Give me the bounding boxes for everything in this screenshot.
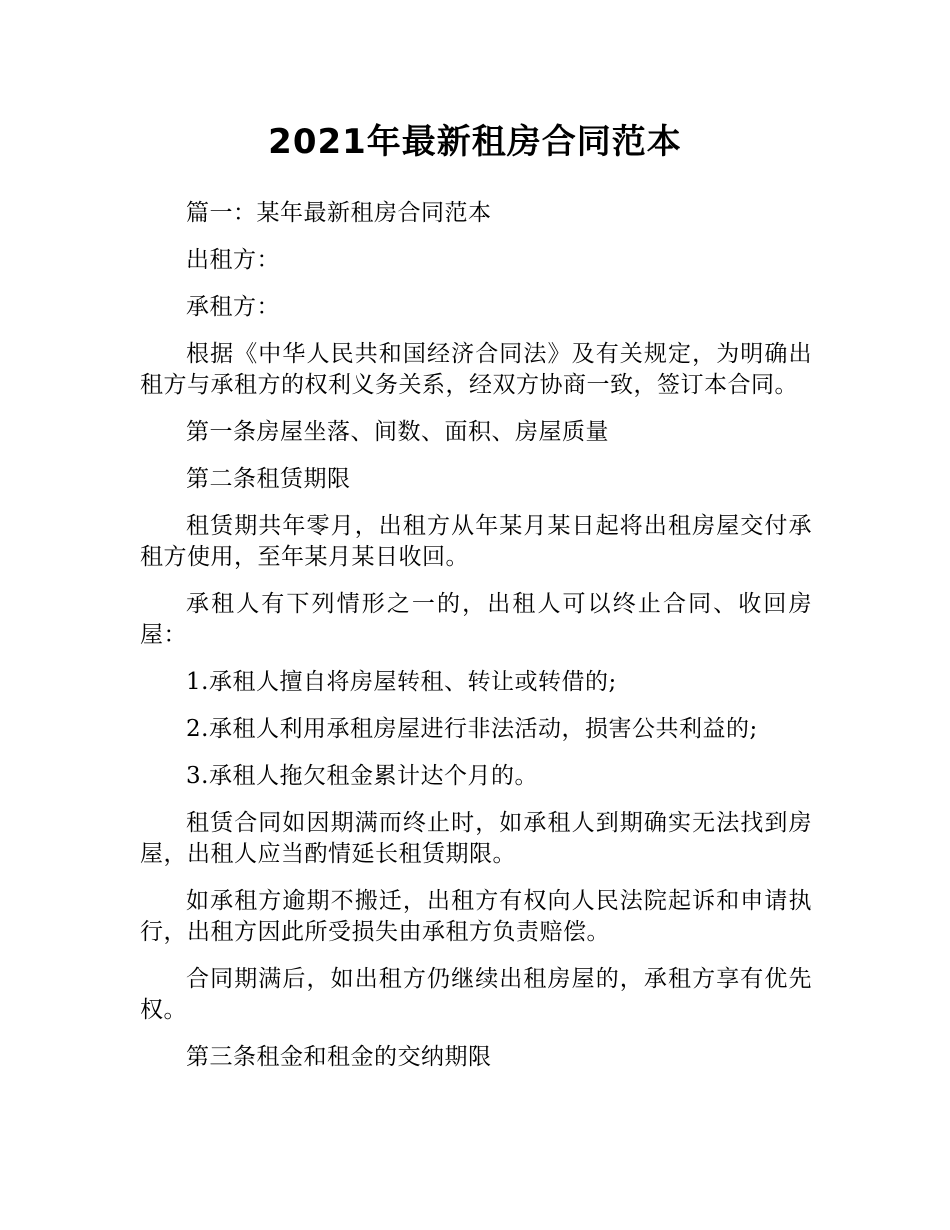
paragraph-article-1: 第一条房屋坐落、间数、面积、房屋质量 <box>186 419 609 445</box>
document-body <box>140 198 812 1089</box>
paragraph-lessor: 出租方： <box>186 247 280 273</box>
paragraph-preamble: 根据《中华人民共和国经济合同法》及有关规定，为明确出租方与承租方的权利义务关系，经双方协商一致，签订本合同。 <box>140 341 812 398</box>
paragraph-overdue-move: 如承租方逾期不搬迁，出租方有权向人民法院起诉和申请执行，出租方因此所受损失由承租方负责赔偿。 <box>140 888 812 945</box>
paragraph-termination-conditions: 承租人有下列情形之一的，出租人可以终止合同、收回房屋： <box>140 591 812 648</box>
document-title: 2021年最新租房合同范本 <box>268 122 682 162</box>
paragraph-expiry-extension: 租赁合同如因期满而终止时，如承租人到期确实无法找到房屋，出租人应当酌情延长租赁期限。 <box>140 810 812 867</box>
list-item-2: 2.承租人利用承租房屋进行非法活动，损害公共利益的; <box>186 716 758 742</box>
list-item-3: 3.承租人拖欠租金累计达个月的。 <box>186 763 538 789</box>
paragraph-lease-term: 租赁期共年零月，出租方从年某月某日起将出租房屋交付承租方使用，至年某月某日收回。 <box>140 513 812 570</box>
paragraph-article-2: 第二条租赁期限 <box>186 466 351 492</box>
paragraph-article-3: 第三条租金和租金的交纳期限 <box>186 1044 492 1070</box>
paragraph-lessee: 承租方： <box>186 294 280 320</box>
paragraph-priority-right: 合同期满后，如出租方仍继续出租房屋的，承租方享有优先权。 <box>140 966 812 1023</box>
list-item-1: 1.承租人擅自将房屋转租、转让或转借的; <box>186 669 617 695</box>
paragraph-section-heading: 篇一：某年最新租房合同范本 <box>186 200 492 226</box>
